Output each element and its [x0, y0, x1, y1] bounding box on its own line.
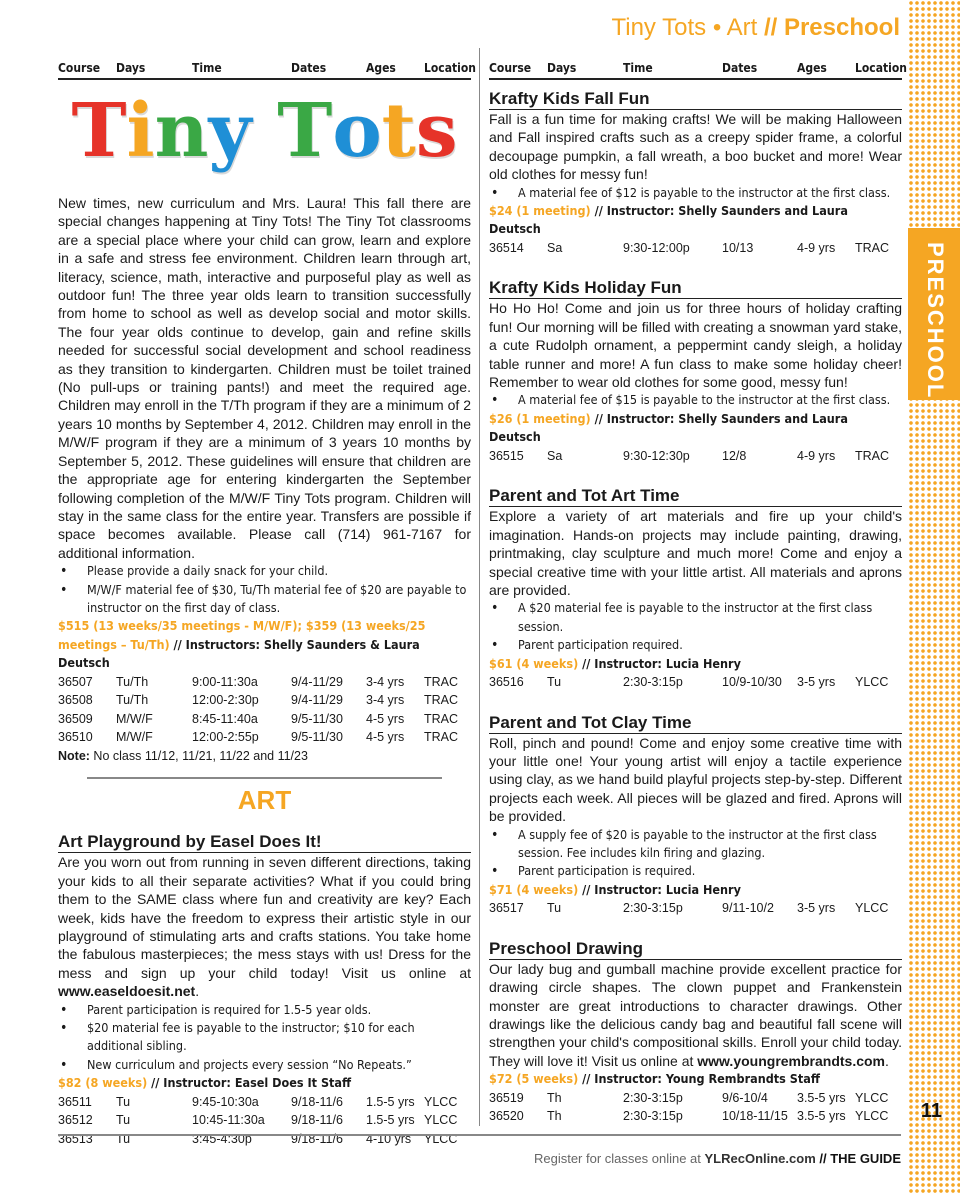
cell-time: 2:30-3:15p [623, 1109, 683, 1124]
col-location: Location [424, 61, 476, 75]
instructor: // Instructor: Young Rembrandts Staff [578, 1071, 820, 1087]
table-row[interactable] [489, 239, 902, 258]
cell-location: TRAC [424, 674, 459, 689]
list-item: • A material fee of $12 is payable to the instructor at the first class. [489, 184, 902, 202]
price-value: $515 (13 weeks/35 meetings - M/W/F); $359 (13 weeks/25 meetings – Tu/Th) [58, 618, 426, 652]
course-price [489, 1070, 902, 1088]
cell-days: Th [547, 1109, 562, 1124]
logo-letter: n [154, 88, 209, 174]
course-price [58, 1074, 471, 1092]
cell-course: 36520 [489, 1109, 524, 1124]
instructor: // Instructor: Shelly Saunders and Laura Deutsch [489, 203, 848, 237]
cell-time: 2:30-3:15p [623, 901, 683, 916]
col-location: Location [855, 61, 907, 75]
cell-dates: 9/4-11/29 [291, 693, 343, 708]
table-row[interactable] [58, 1093, 471, 1112]
cell-time: 9:00-11:30a [192, 674, 258, 689]
cell-course: 36514 [489, 240, 524, 255]
cell-dates: 9/4-11/29 [291, 674, 343, 689]
logo-letter: o [332, 88, 382, 174]
instructor: // Instructor: Shelly Saunders and Laura Deutsch [489, 410, 848, 445]
cell-location: YLCC [424, 1131, 458, 1146]
cell-ages: 3-4 yrs [366, 674, 405, 689]
cell-days: Th [547, 1090, 562, 1105]
cell-time: 2:30-3:15p [623, 1090, 683, 1105]
course-price [489, 410, 902, 447]
header-separator: // [763, 14, 778, 41]
course-title[interactable]: Preschool Drawing [489, 938, 902, 960]
cell-course: 36511 [58, 1094, 92, 1109]
table-row[interactable] [489, 1107, 902, 1126]
course-schedule [58, 1093, 471, 1149]
header-category: Preschool [783, 14, 900, 41]
price-value: $61 (4 weeks) [489, 655, 579, 671]
cell-course: 36510 [58, 730, 93, 745]
course-description: Fall is a fun time for making crafts! We will be making Halloween and Fall inspired crafts such as a creepy spider frame, a colorful decoupage pumpkin, a fall wreath, a boo bucket and more! Wear old clothes for messy fun! [489, 111, 902, 183]
left-column [58, 58, 476, 1148]
course-price [489, 202, 902, 239]
cell-ages: 3-4 yrs [366, 693, 405, 708]
cell-ages: 3-5 yrs [797, 674, 836, 689]
cell-time: 9:45-10:30a [192, 1094, 259, 1109]
cell-location: TRAC [424, 730, 459, 745]
cell-course: 36516 [489, 674, 524, 689]
list-item: • A $20 material fee is payable to the instructor at the first class session. [489, 599, 902, 636]
cell-location: YLCC [855, 674, 889, 689]
url-suffix: . [885, 1052, 889, 1069]
tiny-tots-notes [58, 562, 471, 617]
table-row[interactable] [489, 899, 902, 918]
website-link[interactable]: www.youngrembrandts.com [697, 1052, 886, 1069]
header-section: Tiny Tots • Art [611, 14, 758, 41]
tiny-tots-note [58, 747, 471, 765]
tiny-tots-schedule [58, 673, 471, 747]
cell-dates: 12/8 [722, 448, 747, 463]
table-row[interactable] [489, 673, 902, 692]
course-schedule [489, 239, 902, 258]
course-price [489, 881, 902, 899]
tiny-tots-price [58, 617, 471, 672]
cell-days: Sa [547, 448, 563, 463]
list-item: • M/W/F material fee of $30, Tu/Th material fee of $20 are payable to instructor on the first day of class. [58, 581, 471, 618]
cell-days: Sa [547, 240, 563, 255]
cell-ages: 4-10 yrs [366, 1131, 412, 1146]
column-headers [58, 58, 476, 80]
cell-course: 36508 [58, 693, 93, 708]
table-row[interactable] [58, 691, 471, 710]
course-title[interactable]: Parent and Tot Art Time [489, 485, 902, 507]
col-ages: Ages [797, 61, 827, 75]
logo-letter: y [208, 88, 252, 174]
cell-ages: 4-9 yrs [797, 240, 836, 255]
column-headers [489, 58, 907, 80]
table-row[interactable] [58, 1111, 471, 1130]
cell-course: 36509 [58, 711, 93, 726]
course-schedule [489, 673, 902, 692]
course-notes [489, 599, 902, 654]
cell-days: Tu/Th [116, 674, 149, 689]
course-title[interactable]: Krafty Kids Fall Fun [489, 88, 902, 110]
cell-ages: 3-5 yrs [797, 901, 836, 916]
course-description: Explore a variety of art materials and fire up your child's imagination. Hands-on projects may include painting, drawing, printmaking, clay sculpture and much more! Come and enjoy a special creative time with your little artist. All materials and aprons are provided. [489, 508, 902, 598]
cell-course: 36515 [489, 448, 524, 463]
col-course: Course [489, 61, 532, 75]
cell-dates: 9/11-10/2 [722, 901, 774, 916]
footer-text: Register for classes online at [533, 1151, 705, 1166]
logo-letter: t [381, 88, 416, 174]
price-value: $26 (1 meeting) [489, 410, 591, 426]
col-time: Time [623, 61, 653, 75]
col-dates: Dates [291, 61, 327, 75]
page-number: 11 [920, 1100, 942, 1122]
table-row[interactable] [58, 710, 471, 729]
cell-location: TRAC [424, 711, 459, 726]
website-link[interactable]: www.easeldoesit.net [58, 983, 196, 1000]
cell-days: M/W/F [116, 711, 153, 726]
cell-dates: 9/5-11/30 [291, 711, 343, 726]
list-item: • $20 material fee is payable to the instructor; $10 for each additional sibling. [58, 1019, 471, 1056]
list-item: • A material fee of $15 is payable to the instructor at the first class. [489, 391, 902, 409]
cell-dates: 9/18-11/6 [291, 1094, 343, 1109]
footer-rule [58, 1134, 901, 1136]
footer-sep: // [815, 1151, 831, 1166]
price-value: $71 (4 weeks) [489, 881, 579, 897]
logo-letter: T [71, 88, 127, 174]
logo-letter: i [126, 88, 155, 174]
cell-time: 3:45-4:30p [192, 1131, 252, 1146]
col-ages: Ages [366, 61, 396, 75]
description-text: Our lady bug and gumball machine provide excellent practice for drawing circle shapes. The clown puppet and Frankenstein monster are great introductions to character drawings. Other drawings like the delicious candy bag and beautiful fall scene will strengthen your child's compositional skills. Enroll your child today. They will love it! Visit us online at [489, 960, 902, 1069]
logo-letter: s [415, 88, 458, 174]
course-description: Ho Ho Ho! Come and join us for three hours of holiday crafting fun! Our morning will be filled with creating a snowman yard stake, a cute Rudolph ornament, a peppermint candy sleigh, a holiday table runner and more! A fun class to make some holiday cheer! Remember to wear old clothes for some good, messy fun! [489, 300, 902, 391]
course-notes [489, 184, 902, 202]
col-days: Days [116, 61, 146, 75]
cell-days: Tu/Th [116, 693, 149, 708]
course-title[interactable]: Art Playground by Easel Does It! [58, 831, 471, 853]
cell-time: 12:00-2:30p [192, 693, 259, 708]
art-section-heading: ART [87, 777, 442, 817]
instructor: // Instructors: Shelly Saunders & Laura Deutsch [58, 636, 420, 671]
cell-days: Tu [547, 901, 562, 916]
course-title[interactable]: Krafty Kids Holiday Fun [489, 277, 902, 299]
cell-dates: 9/18-11/6 [291, 1113, 343, 1128]
description-text: Are you worn out from running in seven different directions, taking your kids to all their separate activities? What if you could bring them to the SAME class where fun and creativity are key? Each week, kids have the freedom to express their artistic style in our playground of stimulating arts and crafts stations. You take home the fabulous masterpieces; the mess stays with us! Dress for the mess and sign up your child today! Visit us online at [58, 854, 471, 981]
table-row[interactable] [58, 1130, 471, 1149]
cell-location: YLCC [855, 901, 889, 916]
course-notes [58, 1001, 471, 1075]
course-description: Roll, pinch and pound! Come and enjoy some creative time with your little one! Your young artist will enjoy a tactile experience using clay, as we hand build playful projects step-by-step. Different projects each week. All pieces will be glazed and fired. Aprons will be provided. [489, 734, 902, 825]
cell-days: M/W/F [116, 730, 153, 745]
course-schedule [489, 447, 902, 466]
instructor: // Instructor: Lucia Henry [578, 881, 741, 897]
cell-days: Tu [116, 1113, 131, 1128]
list-item: • Parent participation required. [489, 636, 902, 654]
price-value: $24 (1 meeting) [489, 203, 591, 219]
cell-location: TRAC [424, 693, 459, 708]
tiny-tots-description: New times, new curriculum and Mrs. Laura! This fall there are special changes happening at Tiny Tots! The Tiny Tot classrooms are a special place where your child can grow, learn and explore in a safe and stress fee environment. Children learn through art, literacy, science, math, interactive and purposeful play as well as outdoor fun! The three year olds learn to transition successfully from home to school as well as develop social and motor skills. The four year olds continue to develop, gain and refine skills needed for successful social development and school readiness as they transition to kindergarten. Children must be toilet trained (No pull-ups or training pants!) and meet the required age. Children may enroll in the T/Th program if they are a minimum of 2 years 10 months by September 4, 2012. Children may enroll in the M/W/F program if they are a minimum of 3 years 10 months by September 5, 2012. These guidelines will ensure that children are the appropriate age for entering kindergarten the September following completion of the M/W/F Tiny Tots program. Children will stay in the same class for the entire year. Transfers are possible if space becomes available. Please call (714) 961-7167 for additional information. [58, 195, 471, 561]
cell-location: TRAC [855, 240, 890, 255]
footer-guide: THE GUIDE [830, 1151, 901, 1166]
cell-location: TRAC [855, 448, 890, 463]
cell-course: 36512 [58, 1113, 93, 1128]
instructor: // Instructor: Easel Does It Staff [147, 1075, 352, 1091]
cell-ages: 4-9 yrs [797, 448, 836, 463]
note-label: Note: [58, 748, 90, 763]
cell-time: 8:45-11:40a [192, 711, 258, 726]
cell-time: 12:00-2:55p [192, 730, 259, 745]
cell-course: 36519 [489, 1090, 524, 1105]
cell-course: 36507 [58, 674, 93, 689]
course-description [489, 960, 902, 1070]
col-dates: Dates [722, 61, 758, 75]
cell-time: 9:30-12:00p [623, 240, 690, 255]
col-course: Course [58, 61, 101, 75]
cell-ages: 4-5 yrs [366, 711, 405, 726]
page-header [611, 14, 900, 42]
list-item: • Parent participation is required for 1.5-5 year olds. [58, 1001, 471, 1019]
cell-dates: 9/18-11/6 [291, 1131, 343, 1146]
price-value: $82 (8 weeks) [58, 1075, 148, 1091]
cell-dates: 10/13 [722, 240, 754, 255]
cell-dates: 10/18-11/15 [722, 1109, 788, 1124]
course-schedule [489, 1089, 902, 1126]
course-price [489, 655, 902, 673]
cell-dates: 9/5-11/30 [291, 730, 343, 745]
preschool-side-tab[interactable] [908, 228, 960, 400]
course-description: Are you worn out from running in seven different directions, taking your kids to all their separate activities? What if you could bring them to the SAME class where fun and creativity are key? Each week, kids have the freedom to express their artistic style in our playground of stimulating arts and crafts stations. You take home the fabulous masterpieces; the mess stays with us! Dress for the mess and sign up your child today! Visit us online at www.easeldoesit.net. [58, 854, 471, 1000]
cell-location: YLCC [424, 1094, 458, 1109]
logo-letter [251, 84, 277, 178]
cell-ages: 1.5-5 yrs [366, 1094, 415, 1109]
list-item: • New curriculum and projects every session “No Repeats.” [58, 1056, 471, 1074]
course-notes [489, 391, 902, 409]
course-title[interactable]: Parent and Tot Clay Time [489, 712, 902, 734]
price-value: $72 (5 weeks) [489, 1071, 579, 1087]
cell-location: YLCC [424, 1113, 458, 1128]
cell-time: 10:45-11:30a [192, 1113, 265, 1128]
cell-time: 9:30-12:30p [623, 448, 690, 463]
right-column [489, 58, 907, 1126]
table-row[interactable] [489, 447, 902, 466]
side-tab-label: PRESCHOOL [923, 242, 948, 400]
cell-days: Tu [116, 1094, 131, 1109]
instructor: // Instructor: Lucia Henry [578, 655, 741, 671]
table-row[interactable] [489, 1089, 902, 1108]
col-days: Days [547, 61, 577, 75]
table-row[interactable] [58, 728, 471, 747]
footer-site-link[interactable]: YLRecOnline.com [704, 1151, 816, 1166]
cell-location: YLCC [855, 1109, 889, 1124]
logo-letter: T [277, 88, 333, 174]
cell-dates: 10/9-10/30 [722, 674, 782, 689]
list-item: • Parent participation is required. [489, 862, 902, 880]
cell-ages: 4-5 yrs [366, 730, 405, 745]
note-text: No class 11/12, 11/21, 11/22 and 11/23 [89, 748, 308, 763]
cell-dates: 9/6-10/4 [722, 1090, 768, 1105]
cell-ages: 3.5-5 yrs [797, 1109, 846, 1124]
cell-time: 2:30-3:15p [623, 674, 683, 689]
cell-ages: 3.5-5 yrs [797, 1090, 846, 1105]
dotted-margin-decoration [908, 0, 960, 1193]
course-schedule [489, 899, 902, 918]
cell-days: Tu [547, 674, 562, 689]
col-time: Time [192, 61, 222, 75]
cell-course: 36513 [58, 1131, 93, 1146]
tiny-tots-logo [58, 84, 471, 178]
list-item: • A supply fee of $20 is payable to the instructor at the first class session. Fee includes kiln firing and glazing. [489, 826, 902, 863]
cell-location: YLCC [855, 1090, 889, 1105]
cell-ages: 1.5-5 yrs [366, 1113, 415, 1128]
column-divider [479, 48, 480, 1126]
list-item: • Please provide a daily snack for your child. [58, 562, 471, 580]
cell-days: Tu [116, 1131, 131, 1146]
footer [534, 1151, 901, 1166]
cell-course: 36517 [489, 901, 524, 916]
course-notes [489, 826, 902, 881]
table-row[interactable] [58, 673, 471, 692]
